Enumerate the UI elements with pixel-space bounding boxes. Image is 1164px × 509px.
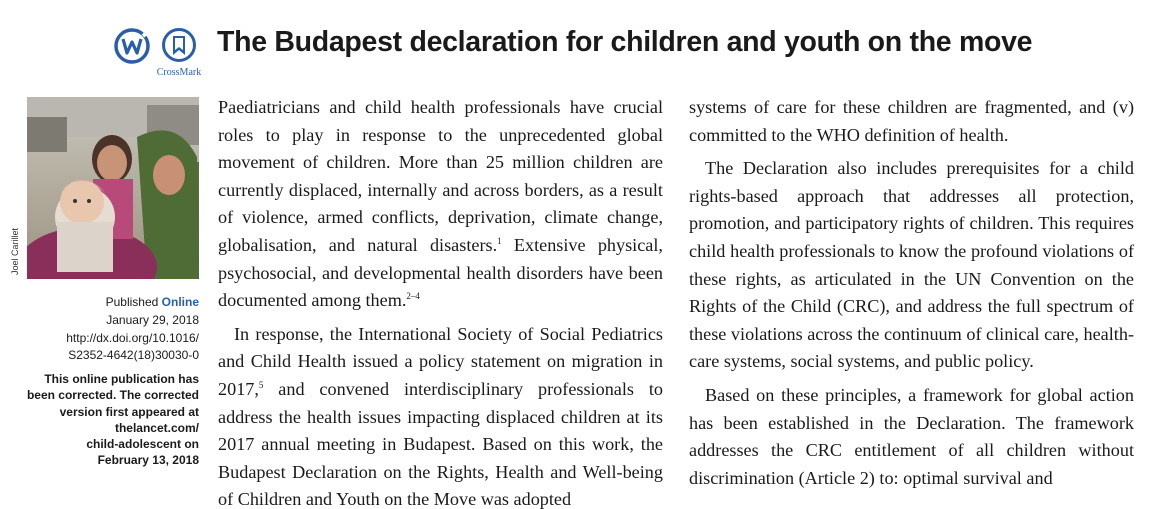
correction-line: version first appeared at: [59, 404, 199, 419]
correction-line: February 13, 2018: [97, 453, 199, 468]
children-photo-image: [27, 97, 199, 279]
correction-line: been corrected. The corrected: [26, 388, 199, 403]
published-date: January 29, 2018: [106, 312, 199, 327]
photo-credit: Joel Carillet: [10, 227, 20, 275]
published-prefix: Published: [105, 295, 162, 309]
published-online-line: [19, 294, 199, 312]
published-online-label: Online: [161, 295, 199, 309]
reference-1[interactable]: 1: [497, 235, 502, 246]
correction-line: This online publication has: [44, 372, 199, 387]
paragraph: The Declaration also includes prerequisites for a child rights-based approach that addresses all protection, promotion, and participatory rights of children. This requires child health professionals to know the profound violations of these rights, as articulated in the UN Convention on the Rights of the Child (CRC), and address the full spectrum of these violations across the continuum of clinical care, health-care systems, social systems, and public policy.: [689, 158, 1134, 372]
correction-line: thelancet.com/: [114, 420, 199, 435]
doi-link-line2[interactable]: S2352-4642(18)30030-0: [68, 348, 199, 363]
paragraph: systems of care for these children are fragmented, and (v) committed to the WHO definition of health.: [689, 97, 1134, 145]
body-column-1: [218, 94, 663, 509]
w-logo-icon: [114, 28, 150, 64]
reference-2-4[interactable]: 2–4: [406, 291, 420, 302]
crossmark-label: CrossMark: [156, 67, 202, 78]
logo-group: [114, 28, 204, 80]
doi-link-line1[interactable]: http://dx.doi.org/10.1016/: [66, 330, 199, 345]
paragraph: Based on these principles, a framework for global action has been established in the Declaration. The framework addresses the CRC entitlement of all children without discrimination (Article 2) to: optimal survival and: [689, 384, 1134, 488]
publication-sidebar: [19, 294, 199, 468]
paragraph: Paediatricians and child health professionals have crucial roles to play in response to the unprecedented global movement of children. More than 25 million children are currently displaced, internally and across borders, as a result of violence, armed conflicts, deprivation, climate change, globalisation, and natural disasters.$^1$ Extensive physical, psychosocial, and developmental health disorders have been documented among them.$^{2-4}$: [218, 97, 663, 311]
reference-5[interactable]: 5: [258, 379, 264, 390]
correction-line: child-adolescent on: [86, 437, 199, 451]
paragraph: In response, the International Society of Social Pediatrics and Child Health issued a policy statement on migration in 2017,$^5$ and convened interdisciplinary professionals to address the health issues impacting displaced children at its 2017 annual meeting in Budapest. Based on this work, the Budapest Declaration on the Rights, Health and Well-being of Children and Youth on the Move was adopted: [218, 323, 663, 509]
correction-note: [19, 371, 199, 468]
article-title: The Budapest declaration for children and youth on the move: [217, 26, 1033, 58]
article-photo: [27, 97, 199, 279]
body-column-2: [689, 94, 1134, 492]
crossmark-icon[interactable]: [162, 28, 196, 62]
